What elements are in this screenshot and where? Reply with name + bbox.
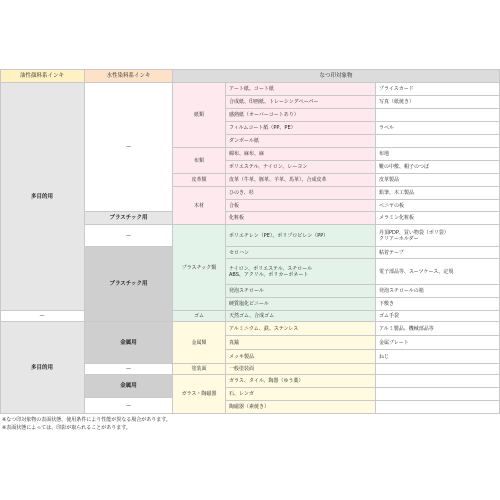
- footnote-1: ※なつ印対象物の表面状態、使用条件により性能が異なる場合があります。: [2, 417, 171, 423]
- row-item: 化粧板: [226, 212, 376, 225]
- category-cloth: 布類: [173, 148, 226, 174]
- oil-multipurpose-top: 多目的用: [0, 83, 85, 311]
- row-example: 電子部品等、スーツケース、定規: [376, 259, 500, 285]
- water-dash-3: —: [85, 364, 173, 375]
- header-water-ink: 水性染料系インキ: [85, 69, 173, 83]
- water-dash-2: —: [85, 225, 173, 247]
- category-wood: 木材: [173, 187, 226, 225]
- row-item: 綿布、麻布、麻: [226, 148, 376, 161]
- row-example: 鉛筆、木工製品: [376, 187, 500, 200]
- row-item: 合板: [226, 200, 376, 212]
- category-glass: ガラス・陶磁器: [173, 375, 226, 414]
- row-item: 感熱紙（オーバーコートあり）: [226, 109, 376, 122]
- category-metal: 金属類: [173, 322, 226, 364]
- category-rubber: ゴム: [173, 311, 226, 322]
- row-item: ひのき、杉: [226, 187, 376, 200]
- row-item: 硬質塩化ビニール: [226, 298, 376, 311]
- water-plastic-1: プラスチック用: [85, 212, 173, 225]
- row-item: 一般塗装面: [226, 364, 376, 375]
- row-example: 粘着テープ: [376, 247, 500, 259]
- row-example: メラミン化粧板: [376, 212, 500, 225]
- row-example: ベニヤの板: [376, 200, 500, 212]
- row-item: フィルムコート紙（PP、PE）: [226, 122, 376, 135]
- row-item: アルミニウム、鉄、ステンレス: [226, 322, 376, 336]
- row-example: 下敷き: [376, 298, 500, 311]
- row-example: 靴の中敷、帽子のつば: [376, 161, 500, 174]
- row-item: セロハン: [226, 247, 376, 259]
- category-plastic: プラスチック類: [173, 225, 226, 311]
- water-plastic-2: プラスチック用: [85, 247, 173, 322]
- oil-dash: —: [0, 311, 85, 322]
- header-oil-ink: 油性顔料系インキ: [0, 69, 85, 83]
- row-item: 真鍮: [226, 336, 376, 350]
- row-example: アルミ製品、機械部品等: [376, 322, 500, 336]
- water-metal-1: 金属用: [85, 322, 173, 364]
- row-example: 発泡スチロールの箱: [376, 285, 500, 298]
- row-example: プライスカード: [376, 83, 500, 96]
- row-item: メッキ製品: [226, 350, 376, 364]
- row-item: 陶磁器（素焼き）: [226, 401, 376, 414]
- row-item: ポリエチレン（PE）、ポリプロピレン（PP）: [226, 225, 376, 247]
- row-item: ダンボール紙: [226, 135, 376, 148]
- row-example: [376, 401, 500, 414]
- footnote-2: ※表面状態によっては、印影が取られることがあります。: [2, 425, 131, 431]
- row-example: [376, 375, 500, 388]
- row-item: 合成紙、印画紙、トレーシングペーパー: [226, 96, 376, 109]
- row-example: [376, 135, 500, 148]
- row-example: [376, 388, 500, 401]
- row-example: ラベル: [376, 122, 500, 135]
- row-item: 天然ゴム、合成ゴム: [226, 311, 376, 322]
- header-target: なつ印対象物: [173, 69, 500, 83]
- row-item: ポリエステル、ナイロン、レーヨン: [226, 161, 376, 174]
- category-paper: 紙類: [173, 83, 226, 148]
- category-leather: 皮革類: [173, 174, 226, 187]
- row-example: [376, 364, 500, 375]
- row-item: 石、レンガ: [226, 388, 376, 401]
- water-dash-1: —: [85, 83, 173, 212]
- row-example: 写真（紙焼き）: [376, 96, 500, 109]
- row-example: 金属プレート: [376, 336, 500, 350]
- water-dash-4: —: [85, 398, 173, 414]
- row-item: アート紙、コート紙: [226, 83, 376, 96]
- row-item: ナイロン、ポリエステル、スチロール ABS、アクリル、ポリカーボネート: [226, 259, 376, 285]
- row-example: ねじ: [376, 350, 500, 364]
- row-example: 布地: [376, 148, 500, 161]
- oil-multipurpose-bottom: 多目的用: [0, 322, 85, 414]
- row-item: 発泡スチロール: [226, 285, 376, 298]
- row-item: ガラス、タイル、陶器（ゆう薬）: [226, 375, 376, 388]
- row-example: 丹頂PDP、買い物袋（ポリ袋） クリアーホルダー: [376, 225, 500, 247]
- row-example: [376, 109, 500, 122]
- row-example: 皮革製品: [376, 174, 500, 187]
- water-metal-2: 金属用: [85, 375, 173, 398]
- row-example: ゴム手袋: [376, 311, 500, 322]
- category-coated: 塗装面: [173, 364, 226, 375]
- row-item: 皮革（牛革、豚革、羊革、馬革）、合成皮革: [226, 174, 376, 187]
